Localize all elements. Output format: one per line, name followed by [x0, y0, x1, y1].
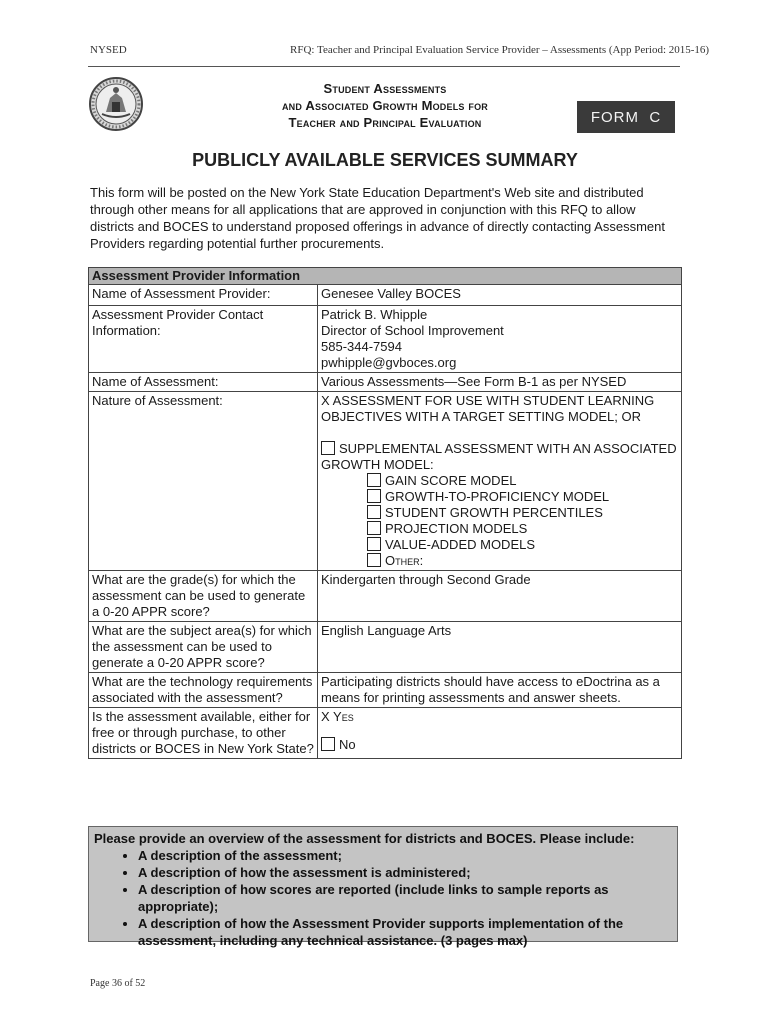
table-row	[89, 285, 682, 306]
growth-model-label: STUDENT GROWTH PERCENTILES	[385, 505, 603, 520]
growth-model-list	[367, 473, 678, 569]
technology-value: Participating districts should have access to eDoctrina as a means for printing assessments and answer sheets.	[318, 673, 682, 708]
technology-label: What are the technology requirements associated with the assessment?	[89, 673, 318, 708]
list-item: • A description of the assessment;	[138, 847, 672, 864]
provider-name-value: Genesee Valley BOCES	[318, 285, 682, 306]
table-heading: Assessment Provider Information	[89, 268, 682, 285]
grades-label: What are the grade(s) for which the assessment can be used to generate a 0-20 APPR score?	[89, 571, 318, 622]
supplemental-checkbox[interactable]	[321, 441, 335, 455]
growth-model-checkbox[interactable]	[367, 537, 381, 551]
subject-value: English Language Arts	[318, 622, 682, 673]
subject-label: What are the subject area(s) for which the assessment can be used to generate a 0-20 APPR score?	[89, 622, 318, 673]
contact-value	[318, 306, 682, 373]
list-item	[367, 521, 678, 537]
header-divider	[88, 66, 680, 67]
growth-model-label: PROJECTION MODELS	[385, 521, 528, 536]
form-c-badge: FORM C	[577, 101, 675, 133]
list-item	[367, 489, 678, 505]
document-title	[200, 80, 570, 131]
table-row	[89, 673, 682, 708]
table-row	[89, 571, 682, 622]
title-line-2: and Associated Growth Models for	[281, 98, 489, 113]
title-line-1: Student Assessments	[323, 81, 447, 96]
title-line-3: Teacher and Principal Evaluation	[288, 115, 482, 130]
intro-paragraph: This form will be posted on the New York State Education Department's Web site and distributed through other means for all applications that are approved in conjunction with this RFQ to allow districts and BOCES to understand proposed offerings in advance of directly contacting Assessment Providers regarding potential further procurements.	[90, 185, 665, 251]
availability-no-option	[321, 737, 678, 753]
assessment-name-value: Various Assessments—See Form B-1 as per NYSED	[318, 373, 682, 392]
nature-option-supplemental	[321, 441, 678, 473]
contact-label: Assessment Provider Contact Information:	[89, 306, 318, 373]
page-number: Page 36 of 52	[90, 978, 146, 989]
availability-no-label: No	[339, 737, 356, 752]
table-row	[89, 373, 682, 392]
growth-model-checkbox[interactable]	[367, 489, 381, 503]
overview-box	[88, 826, 678, 948]
list-item: • A description of how the assessment is administered;	[138, 864, 672, 881]
nature-option-slo: X ASSESSMENT FOR USE WITH STUDENT LEARNING OBJECTIVES WITH A TARGET SETTING MODEL; OR	[321, 393, 655, 424]
assessment-name-label: Name of Assessment:	[89, 373, 318, 392]
availability-value	[318, 708, 682, 759]
contact-email: pwhipple@gvboces.org	[321, 355, 457, 370]
list-item	[367, 473, 678, 489]
list-item	[367, 537, 678, 553]
availability-label: Is the assessment available, either for free or through purchase, to other districts or BOCES in New York State?	[89, 708, 318, 759]
provider-info-table	[88, 267, 682, 759]
availability-no-checkbox[interactable]	[321, 737, 335, 751]
growth-model-label: GROWTH-TO-PROFICIENCY MODEL	[385, 489, 610, 504]
contact-title: Director of School Improvement	[321, 323, 504, 338]
grades-value: Kindergarten through Second Grade	[318, 571, 682, 622]
supplemental-label: SUPPLEMENTAL ASSESSMENT WITH AN ASSOCIATED GROWTH MODEL:	[321, 441, 677, 472]
list-item	[367, 553, 678, 569]
section-title: PUBLICLY AVAILABLE SERVICES SUMMARY	[192, 150, 578, 170]
growth-model-checkbox[interactable]	[367, 473, 381, 487]
growth-model-checkbox[interactable]	[367, 505, 381, 519]
header-org: NYSED	[90, 44, 127, 56]
nature-value	[318, 392, 682, 571]
table-heading-row	[89, 268, 682, 285]
growth-model-checkbox[interactable]	[367, 521, 381, 535]
availability-yes: X Yes	[321, 709, 354, 724]
overview-heading: Please provide an overview of the assessment for districts and BOCES. Please include:	[94, 831, 635, 846]
list-item: • A description of how the Assessment Provider supports implementation of the assessment, including any technical assistance. (3 pages max)	[138, 915, 672, 949]
provider-name-label: Name of Assessment Provider:	[89, 285, 318, 306]
list-item	[367, 505, 678, 521]
table-row	[89, 392, 682, 571]
overview-list	[94, 847, 672, 949]
state-seal-icon	[88, 76, 144, 132]
growth-model-label: GAIN SCORE MODEL	[385, 473, 517, 488]
table-row	[89, 306, 682, 373]
contact-phone: 585-344-7594	[321, 339, 402, 354]
header-rfq: RFQ: Teacher and Principal Evaluation Service Provider – Assessments (App Period: 2015-16)	[290, 44, 710, 56]
growth-model-checkbox[interactable]	[367, 553, 381, 567]
table-row	[89, 708, 682, 759]
list-item: • A description of how scores are reported (include links to sample reports as appropriate);	[138, 881, 672, 915]
table-row	[89, 622, 682, 673]
growth-model-label: VALUE-ADDED MODELS	[385, 537, 536, 552]
growth-model-label: Other:	[385, 553, 424, 568]
nature-label: Nature of Assessment:	[89, 392, 318, 571]
contact-name: Patrick B. Whipple	[321, 307, 428, 322]
